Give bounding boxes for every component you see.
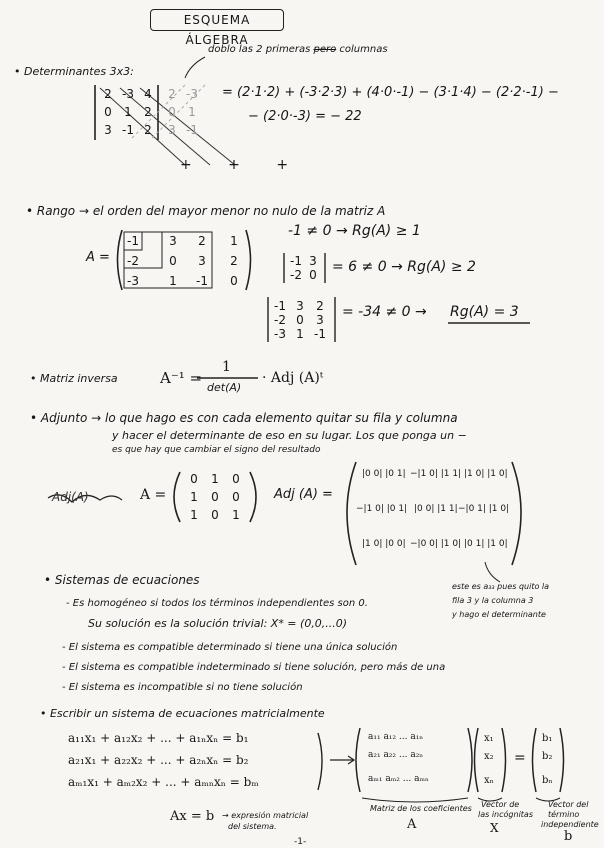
rango-result: Rg(A) = 3 [450, 304, 519, 320]
axb-expression: Ax = b [170, 809, 215, 824]
adjunto-cell: 0 [232, 490, 240, 504]
adj-entry: −|1 0| |0 1| [356, 504, 408, 514]
adjunto-cell: 1 [190, 490, 198, 504]
rango-cell: 1 [230, 234, 238, 248]
adjunto-cell: 0 [190, 472, 198, 486]
b-entry-2: b₂ [542, 751, 553, 762]
label-b-description-2: término [548, 810, 580, 819]
adj-annotation-1: este es a₃₃ pues quito la [452, 582, 550, 591]
inversa-numerator: 1 [222, 359, 231, 375]
det-cell-copy: 0 [168, 105, 176, 119]
eq-row-2: a₂₁x₁ + a₂₂x₂ + ... + a₂ₙxₙ = b₂ [68, 753, 249, 767]
sistemas-item1: - Es homogéneo si todos los términos independientes son 0. [66, 598, 368, 609]
det-cell: 4 [144, 87, 152, 101]
minor3-cell: -3 [274, 327, 286, 341]
eq-row-3: aₘ₁x₁ + aₘ₂x₂ + ... + aₘₙxₙ = bₘ [68, 775, 259, 789]
label-b-description-3: independiente [541, 820, 599, 829]
adj-entry: |1 0| |0 0| [362, 539, 406, 549]
axb-note-1: → expresión matricial [222, 811, 309, 820]
page-title: ESQUEMA ÁLGEBRA [150, 9, 284, 31]
adj-annotation-3: y hago el determinante [452, 610, 546, 619]
sistemas-item2: - El sistema es compatible determinado si tiene una única solución [62, 642, 398, 653]
rango-cell: -1 [127, 234, 139, 248]
matricial-equals: = [514, 750, 526, 766]
inversa-rhs: · Adj (A)ᵗ [262, 370, 324, 386]
det-cell: -1 [122, 123, 134, 137]
minor3-cell: 0 [296, 313, 304, 327]
adjunto-cell: 1 [211, 472, 219, 486]
coef-row-3: aₘ₁ aₘ₂ ... aₘₙ [368, 774, 429, 784]
x-entry-2: x₂ [484, 751, 494, 762]
label-b-description-1: Vector del [548, 800, 589, 809]
minor3-cell: -1 [274, 299, 286, 313]
b-entry-3: bₙ [542, 775, 553, 786]
minor2-cell: 3 [309, 254, 317, 268]
adjunto-line2: y hacer el determinante de eso en su lugar. Los que ponga un − [112, 429, 467, 442]
rango-step1: -1 ≠ 0 → Rg(A) ≥ 1 [288, 223, 421, 239]
det-cell: 2 [104, 87, 112, 101]
rango-step2: = 6 ≠ 0 → Rg(A) ≥ 2 [332, 259, 476, 275]
rango-cell: -2 [127, 254, 139, 268]
section-adjunto: • Adjunto → lo que hago es con cada elemento quitar su fila y columna [30, 411, 458, 425]
adjunto-cell: 0 [232, 472, 240, 486]
det-cell-copy: 2 [168, 87, 176, 101]
sistemas-item4: - El sistema es incompatible si no tiene solución [62, 682, 303, 693]
adj-annotation-2: fila 3 y la columna 3 [452, 596, 534, 605]
adj-entry: |0 0| |0 1| [362, 469, 406, 479]
sistemas-item3: - El sistema es compatible indeterminado si tiene solución, pero más de una [62, 662, 446, 673]
rango-matrix-label: A = [86, 250, 110, 265]
adj-entry: |0 0| |1 1| [414, 504, 458, 514]
label-b: b [564, 829, 573, 844]
eq-row-1: a₁₁x₁ + a₁₂x₂ + ... + a₁ₙxₙ = b₁ [68, 731, 249, 745]
minor3-cell: 2 [316, 299, 324, 313]
inversa-denominator: det(A) [207, 381, 242, 394]
rango-cell: 2 [230, 254, 238, 268]
minor3-cell: 3 [316, 313, 324, 327]
det-formula-line2: − (2·0·-3) = − 22 [248, 109, 362, 124]
axb-note-2: del sistema. [228, 822, 277, 831]
inversa-lhs: A⁻¹ = [160, 369, 203, 387]
rango-cell: 0 [230, 274, 238, 288]
adj-entry: −|1 0| |1 1| [410, 469, 462, 479]
coef-row-1: a₁₁ a₁₂ ... a₁ₙ [368, 732, 424, 742]
section-sistemas: • Sistemas de ecuaciones [44, 573, 200, 587]
adj-entry: |1 0| |1 0| [464, 469, 508, 479]
det-cell: 2 [144, 105, 152, 119]
minor3-cell: -2 [274, 313, 286, 327]
det-cell: 0 [104, 105, 112, 119]
det-formula-line1: = (2·1·2) + (-3·2·3) + (4·0·-1) − (3·1·4) − (2·2·-1) − [222, 85, 559, 100]
minor3-cell: 3 [296, 299, 304, 313]
label-a: A [407, 817, 417, 832]
section-inversa: • Matriz inversa [30, 372, 118, 385]
det-cell: 1 [124, 105, 132, 119]
x-entry-1: x₁ [484, 733, 494, 744]
adj-label: Adj (A) = [274, 487, 333, 502]
det-cell-copy: 1 [188, 105, 196, 119]
det-plus-signs: + + + [180, 157, 305, 173]
section-determinantes: • Determinantes 3x3: [14, 65, 134, 78]
sistemas-item1b: Su solución es la solución trivial: X* = (0,0,...0) [88, 617, 348, 630]
label-a-description: Matriz de los coeficientes [370, 804, 472, 813]
adjunto-cell: 0 [211, 508, 219, 522]
coef-row-2: a₂₁ a₂₂ ... a₂ₙ [368, 750, 424, 760]
minor3-cell: 1 [296, 327, 304, 341]
adjunto-line3: es que hay que cambiar el signo del resultado [112, 445, 321, 455]
det-cell-copy: -1 [186, 123, 198, 137]
minor3-cell: -1 [314, 327, 326, 341]
label-x-description-1: Vector de [481, 800, 520, 809]
struck-word: pero [313, 44, 337, 55]
minor2-cell: -2 [290, 268, 302, 282]
det-cell: 2 [144, 123, 152, 137]
determinantes-note: doblo las 2 primeras pero columnas [208, 44, 388, 55]
det-cell: 3 [104, 123, 112, 137]
rango-cell: 2 [198, 234, 206, 248]
adj-entry: |0 1| |1 0| [464, 539, 508, 549]
label-x-description-2: las incógnitas [478, 810, 533, 819]
rango-cell: -1 [196, 274, 208, 288]
det-cell-copy: 3 [168, 123, 176, 137]
adjunto-cell: 0 [211, 490, 219, 504]
adj-entry: −|0 0| |1 0| [410, 539, 462, 549]
det-cell: -3 [122, 87, 134, 101]
adjunto-matrix-label: A = [140, 487, 167, 503]
section-rango: • Rango → el orden del mayor menor no nulo de la matriz A [26, 204, 386, 218]
b-entry-1: b₁ [542, 733, 553, 744]
label-x: X [490, 821, 499, 835]
section-matricial: • Escribir un sistema de ecuaciones matricialmente [40, 707, 325, 720]
rango-cell: 0 [169, 254, 177, 268]
adjunto-scribble: Adj(A) [52, 490, 89, 504]
minor2-cell: 0 [309, 268, 317, 282]
adjunto-cell: 1 [232, 508, 240, 522]
rango-step3: = -34 ≠ 0 → [342, 304, 427, 320]
rango-cell: 3 [169, 234, 177, 248]
rango-cell: -3 [127, 274, 139, 288]
rango-cell: 3 [198, 254, 206, 268]
page-number: -1- [294, 837, 307, 847]
minor2-cell: -1 [290, 254, 302, 268]
adjunto-cell: 1 [190, 508, 198, 522]
rango-cell: 1 [169, 274, 177, 288]
det-cell-copy: -3 [186, 87, 198, 101]
x-entry-3: xₙ [484, 775, 494, 786]
adj-entry: −|0 1| |1 0| [458, 504, 510, 514]
